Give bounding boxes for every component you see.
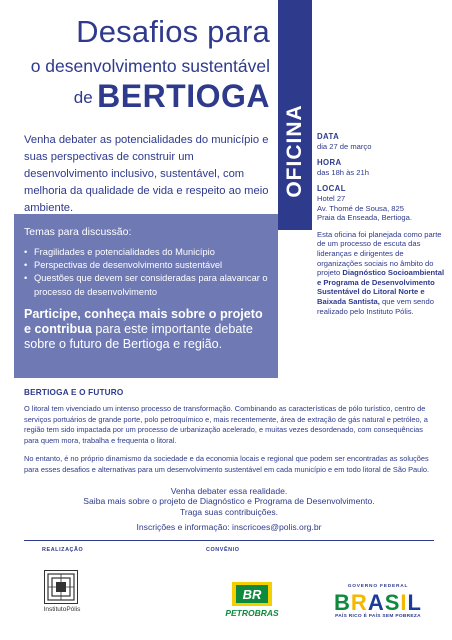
topics-title: Temas para discussão:	[24, 226, 132, 238]
topic-item: • Questões que devem ser consideradas para alavancar o processo de desenvolvimento	[24, 272, 268, 298]
brasil-wordmark	[318, 590, 438, 616]
event-info	[317, 132, 445, 323]
location-group	[317, 184, 445, 222]
topics-list	[24, 246, 268, 299]
about-project-name: Diagnóstico Socioambiental e Programa de Desenvolvimento Sustentável do Litoral Norte e Baixada Santista,	[317, 268, 445, 306]
time-value: das 18h às 21h	[317, 167, 369, 177]
cta-bold: Participe, conheça mais sobre o projeto e contribua	[24, 306, 263, 337]
brasil-letter: B	[334, 590, 351, 615]
location-line: Hotel 27	[317, 193, 346, 203]
closing-text	[24, 486, 434, 517]
petrobras-name: PETROBRAS	[225, 608, 279, 618]
section-paragraph-1: O litoral tem vivenciado um intenso processo de transformação. Combinando as características de pólo turístico, centro de serviços portuários de grande porte, polo petroquímico e, mais recentemente, área de extração de gás natural e petróleo, a região tem sido impactada por um processo de urbanização acelerado, e muitas vezes desordenado, com consequências para quem mora, trabalha e frequenta o litoral.	[24, 404, 428, 445]
gov-federal-label: GOVERNO FEDERAL	[347, 584, 409, 589]
title-line-2: o desenvolvimento sustentável	[30, 56, 270, 76]
about-text	[317, 230, 445, 316]
about-outro: que vem sendo realizado pelo Instituto Pólis.	[317, 296, 434, 316]
brasil-letter: S	[384, 590, 401, 615]
topic-item: • Fragilidades e potencialidades do Município	[24, 246, 268, 259]
closing-line: Saiba mais sobre o projeto de Diagnóstico e Programa de Desenvolvimento.	[83, 496, 375, 507]
realizacao-label: REALIZAÇÃO	[42, 547, 84, 553]
topic-item: • Perspectivas de desenvolvimento sustentável	[24, 259, 268, 272]
title-line-1: Desafios para	[76, 14, 270, 49]
location-line: Av. Thomé de Sousa, 825	[317, 203, 404, 213]
closing-line: Venha debater essa realidade.	[170, 486, 288, 496]
brasil-letter: I	[400, 590, 408, 615]
brasil-letter: A	[367, 590, 385, 615]
intro-paragraph: Venha debater as potencialidades do município e suas perspectivas de construir um desenvolvimento inclusivo, sustentável, com melhoria da qualidade de vida e respeito ao meio ambiente.	[24, 134, 269, 214]
location-line: Praia da Enseada, Bertioga.	[317, 213, 412, 223]
date-label: DATA	[317, 132, 340, 141]
polis-name: InstitutoPólis	[43, 606, 81, 613]
gov-slogan: PAÍS RICO É PAÍS SEM POBREZA	[335, 614, 421, 619]
title-de: de	[73, 88, 93, 107]
cta-rest: para este importante debate sobre o futuro de Bertioga e região.	[24, 322, 253, 352]
date-group	[317, 132, 445, 151]
petrobras-mark: BR	[242, 587, 262, 602]
closing-line: Traga suas contribuições.	[179, 506, 279, 517]
brasil-letter: L	[407, 590, 422, 615]
oficina-band	[278, 0, 312, 230]
oficina-label: OFICINA	[283, 104, 306, 198]
date-value: dia 27 de março	[317, 141, 372, 151]
location-label: LOCAL	[317, 184, 346, 194]
call-to-action	[24, 307, 268, 353]
section-paragraph-2: No entanto, é no próprio dinamismo da sociedade e da economia locais e regional que podem ser encontradas as soluções para esses desafios e alternativas para um desenvolvimento sustentável em cada município e em todo litoral de São Paulo.	[24, 454, 430, 474]
petrobras-logo-icon	[230, 582, 274, 606]
brasil-text	[334, 590, 422, 616]
footer-divider	[24, 540, 434, 541]
time-group	[317, 158, 445, 177]
brasil-letter: R	[350, 590, 368, 615]
contact-line: Inscrições e informação: inscricoes@polis.org.br	[136, 522, 322, 532]
convenio-label: CONVÊNIO	[206, 547, 240, 553]
title-line-3	[0, 78, 270, 115]
time-label: HORA	[317, 158, 342, 168]
section-title: BERTIOGA E O FUTURO	[24, 388, 124, 397]
about-intro: Esta oficina foi planejada como parte de um processo de escuta das lideranças e dirigentes de organizações sociais no âmbito do projeto	[317, 229, 442, 278]
topics-box	[14, 214, 278, 378]
title-bertioga: BERTIOGA	[97, 78, 270, 114]
oficina-label-box	[278, 96, 312, 206]
polis-logo-icon	[44, 570, 78, 604]
